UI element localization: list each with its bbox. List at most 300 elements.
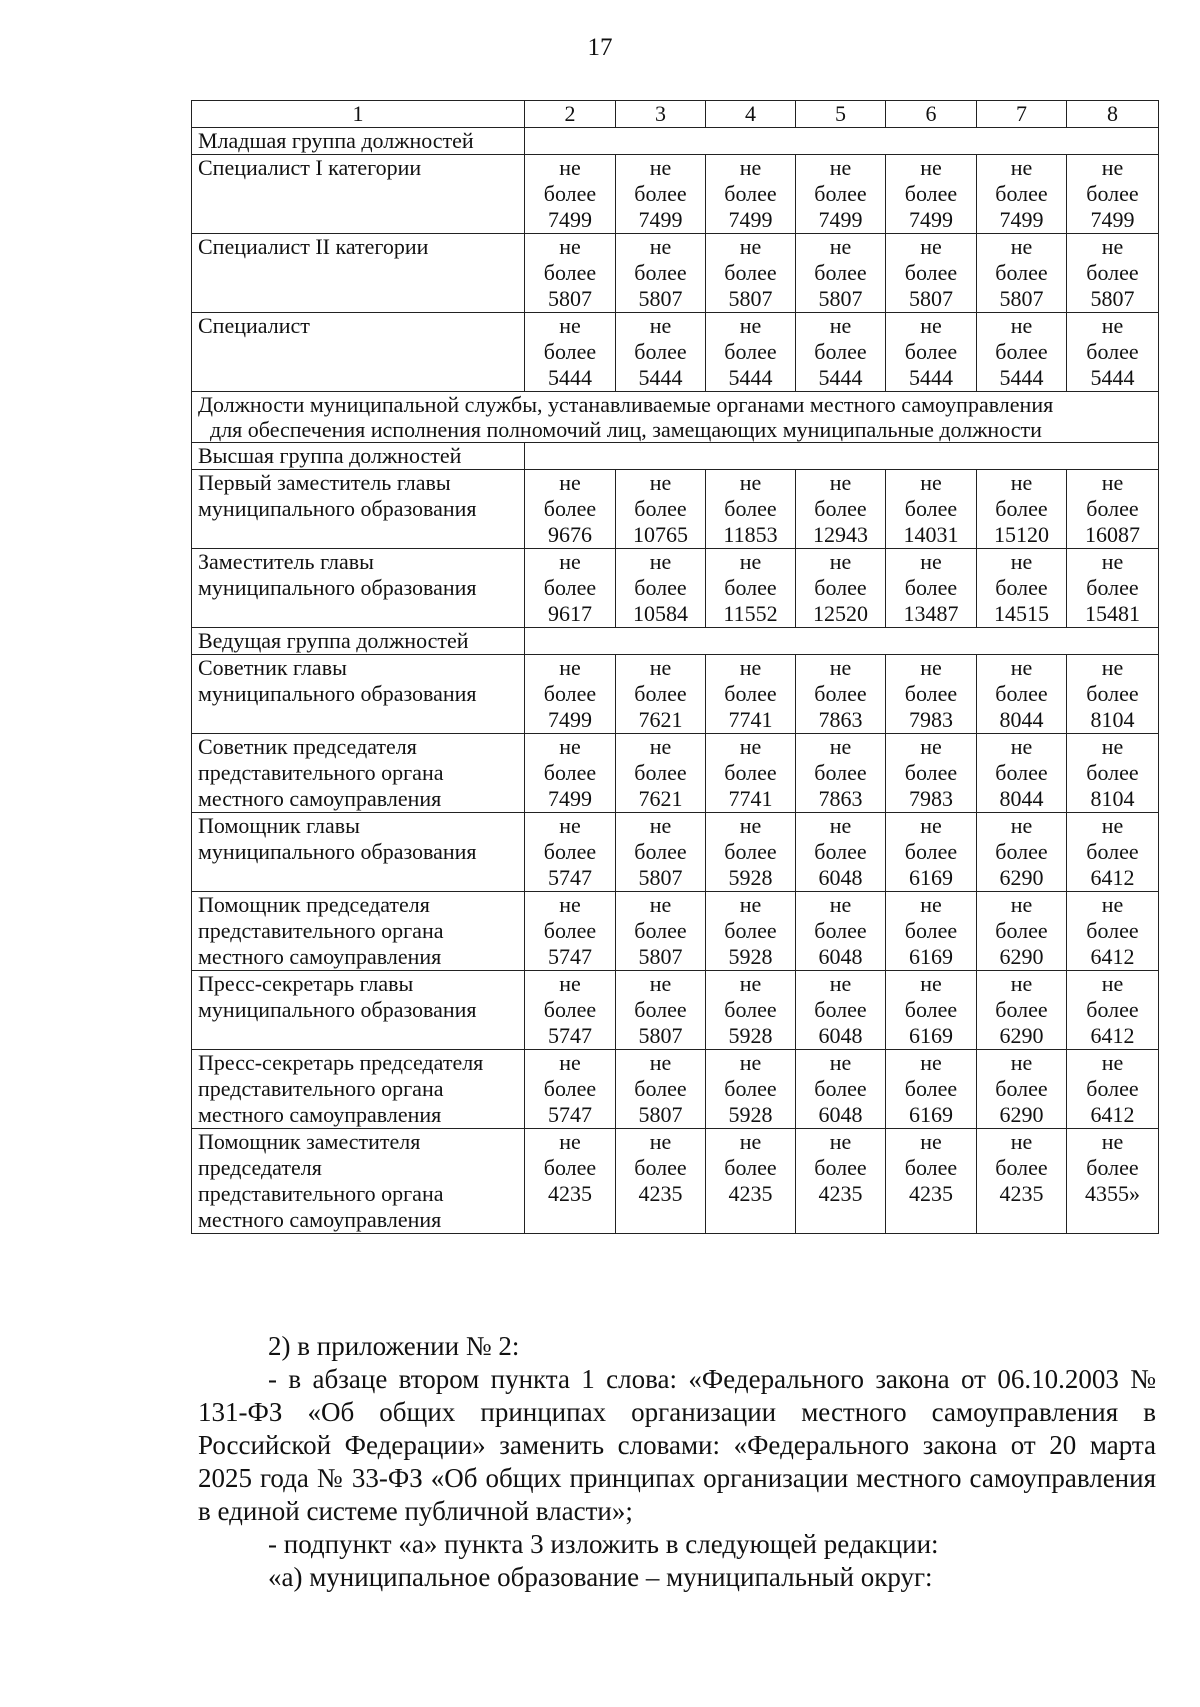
salary-amount: 5807 (548, 286, 592, 311)
salary-prefix-ne: не (739, 1050, 762, 1075)
salary-cell (706, 313, 796, 392)
salary-prefix-ne: не (649, 892, 672, 917)
position-name-line: Помощник главы (198, 813, 360, 838)
salary-amount: 4235 (728, 1181, 773, 1206)
salary-prefix-bolee: более (995, 918, 1048, 943)
salary-amount: 8044 (999, 786, 1044, 811)
salary-amount: 6048 (818, 1102, 863, 1127)
column-header: 7 (977, 101, 1067, 128)
group-header-row (192, 128, 1159, 155)
salary-amount: 4235 (999, 1181, 1044, 1206)
salary-prefix-ne: не (920, 655, 942, 680)
salary-amount: 5747 (548, 1023, 592, 1048)
salary-cell (977, 234, 1067, 313)
salary-prefix-ne: не (739, 155, 762, 180)
paragraph-municipal-formation: «а) муниципальное образование – муниципальный округ: (268, 1562, 933, 1592)
salary-prefix-bolee: более (634, 681, 687, 706)
salary-amount: 6290 (999, 865, 1044, 890)
position-row (192, 313, 1159, 392)
salary-prefix-bolee: более (814, 760, 867, 785)
salary-prefix-bolee: более (543, 260, 597, 285)
salary-amount: 7499 (999, 207, 1044, 232)
salary-prefix-bolee: более (724, 997, 777, 1022)
salary-prefix-ne: не (649, 313, 672, 338)
salary-prefix-ne: не (739, 234, 762, 259)
salary-table (191, 100, 1159, 1234)
salary-prefix-ne: не (829, 813, 852, 838)
salary-amount: 6048 (818, 944, 863, 969)
salary-prefix-bolee: более (995, 260, 1048, 285)
salary-prefix-bolee: более (634, 918, 687, 943)
salary-amount: 5807 (638, 944, 683, 969)
salary-prefix-ne: не (920, 155, 942, 180)
position-row (192, 470, 1159, 549)
salary-amount: 4235 (818, 1181, 863, 1206)
salary-amount: 6169 (909, 944, 953, 969)
salary-amount: 5807 (818, 286, 863, 311)
position-name-line: представительного органа (198, 760, 444, 785)
salary-prefix-ne: не (1010, 234, 1033, 259)
salary-cell (886, 234, 977, 313)
salary-cell (796, 813, 886, 892)
salary-amount: 5747 (548, 944, 592, 969)
salary-prefix-bolee: более (634, 839, 687, 864)
salary-prefix-ne: не (649, 655, 672, 680)
salary-cell (525, 971, 616, 1050)
salary-prefix-ne: не (649, 234, 672, 259)
salary-cell (706, 155, 796, 234)
salary-cell (706, 234, 796, 313)
salary-cell (1067, 1050, 1159, 1129)
salary-cell (706, 1050, 796, 1129)
salary-cell (886, 971, 977, 1050)
salary-cell (977, 549, 1067, 628)
salary-prefix-ne: не (739, 655, 762, 680)
salary-prefix-bolee: более (1086, 997, 1139, 1022)
salary-amount: 5747 (548, 1102, 592, 1127)
column-header: 2 (525, 101, 616, 128)
salary-prefix-bolee: более (634, 997, 687, 1022)
salary-cell (1067, 470, 1159, 549)
salary-prefix-ne: не (559, 655, 581, 680)
salary-amount: 10765 (633, 522, 688, 547)
column-header: 4 (706, 101, 796, 128)
salary-amount: 12520 (813, 601, 868, 626)
salary-cell (706, 813, 796, 892)
salary-prefix-ne: не (1101, 655, 1124, 680)
salary-prefix-bolee: более (1086, 760, 1139, 785)
salary-amount: 14031 (903, 522, 959, 547)
salary-prefix-ne: не (559, 470, 581, 495)
salary-prefix-bolee: более (904, 1155, 958, 1180)
section-label-line: Должности муниципальной службы, устанавливаемые органами местного самоуправления (198, 392, 1054, 417)
salary-amount: 5928 (728, 1023, 773, 1048)
salary-prefix-bolee: более (995, 681, 1048, 706)
salary-cell (1067, 234, 1159, 313)
salary-prefix-ne: не (649, 971, 672, 996)
salary-prefix-ne: не (920, 971, 942, 996)
salary-amount: 10584 (633, 601, 688, 626)
salary-cell (525, 313, 616, 392)
position-name-line: Первый заместитель главы (198, 470, 451, 495)
salary-prefix-ne: не (739, 971, 762, 996)
position-name-line: муниципального образования (198, 496, 477, 521)
salary-amount: 5807 (638, 286, 683, 311)
salary-cell (796, 234, 886, 313)
salary-amount: 5444 (728, 365, 773, 390)
salary-amount: 8104 (1090, 786, 1135, 811)
salary-cell (616, 1050, 706, 1129)
salary-cell (616, 470, 706, 549)
salary-prefix-bolee: более (724, 575, 777, 600)
salary-prefix-ne: не (920, 734, 942, 759)
salary-amount: 12943 (813, 522, 868, 547)
salary-amount: 7499 (909, 207, 953, 232)
salary-prefix-bolee: более (1086, 839, 1139, 864)
salary-prefix-ne: не (1010, 155, 1033, 180)
salary-prefix-ne: не (920, 1129, 942, 1154)
salary-amount: 5444 (999, 365, 1044, 390)
salary-amount: 5807 (999, 286, 1044, 311)
position-name (192, 892, 525, 971)
salary-prefix-ne: не (559, 734, 581, 759)
salary-prefix-ne: не (829, 971, 852, 996)
position-row (192, 549, 1159, 628)
salary-amount: 5747 (548, 865, 592, 890)
salary-prefix-bolee: более (1086, 1155, 1139, 1180)
position-name-line: местного самоуправления (198, 944, 442, 969)
salary-cell (525, 655, 616, 734)
amendment-text (198, 1330, 1156, 1594)
salary-cell (977, 971, 1067, 1050)
salary-amount: 5928 (728, 1102, 773, 1127)
salary-prefix-bolee: более (724, 918, 777, 943)
salary-cell (886, 313, 977, 392)
salary-prefix-bolee: более (814, 997, 867, 1022)
salary-prefix-ne: не (559, 155, 581, 180)
salary-prefix-bolee: более (904, 1076, 958, 1101)
salary-cell (977, 155, 1067, 234)
salary-prefix-bolee: более (1086, 918, 1139, 943)
salary-prefix-ne: не (1101, 892, 1124, 917)
salary-cell (886, 1050, 977, 1129)
salary-amount: 8044 (999, 707, 1044, 732)
salary-prefix-bolee: более (995, 496, 1048, 521)
salary-prefix-ne: не (829, 549, 852, 574)
salary-prefix-ne: не (829, 1050, 852, 1075)
position-row (192, 813, 1159, 892)
salary-cell (796, 1050, 886, 1129)
salary-cell (1067, 892, 1159, 971)
table-header-row (192, 101, 1159, 128)
salary-prefix-bolee: более (543, 496, 597, 521)
salary-prefix-ne: не (1101, 1050, 1124, 1075)
position-name-line: Специалист II категории (198, 234, 429, 259)
salary-cell (1067, 549, 1159, 628)
salary-cell (616, 1129, 706, 1234)
position-name-line: муниципального образования (198, 839, 477, 864)
salary-cell (706, 734, 796, 813)
salary-cell (525, 155, 616, 234)
salary-prefix-ne: не (1010, 1129, 1033, 1154)
salary-prefix-ne: не (1010, 971, 1033, 996)
salary-prefix-bolee: более (995, 997, 1048, 1022)
position-name (192, 234, 525, 313)
salary-prefix-ne: не (1010, 655, 1033, 680)
salary-prefix-bolee: более (904, 575, 958, 600)
salary-cell (616, 234, 706, 313)
salary-amount: 7499 (818, 207, 863, 232)
salary-amount: 5444 (1090, 365, 1135, 390)
salary-prefix-ne: не (829, 234, 852, 259)
salary-prefix-ne: не (1010, 549, 1033, 574)
salary-amount: 7863 (818, 786, 863, 811)
salary-prefix-bolee: более (724, 1076, 777, 1101)
salary-prefix-bolee: более (634, 339, 687, 364)
section-label-line: для обеспечения исполнения полномочий лиц, замещающих муниципальные должности (210, 417, 1042, 442)
salary-prefix-bolee: более (634, 260, 687, 285)
position-name-line: Пресс-секретарь председателя (198, 1050, 484, 1075)
salary-cell (525, 813, 616, 892)
column-header: 8 (1067, 101, 1159, 128)
salary-amount: 6290 (999, 1102, 1044, 1127)
salary-prefix-bolee: более (1086, 260, 1139, 285)
salary-prefix-ne: не (739, 549, 762, 574)
salary-prefix-bolee: более (814, 918, 867, 943)
salary-amount: 5807 (638, 865, 683, 890)
position-name-line: Заместитель главы (198, 549, 374, 574)
position-row (192, 734, 1159, 813)
salary-prefix-bolee: более (543, 839, 597, 864)
position-name-line: председателя (198, 1155, 322, 1180)
salary-prefix-bolee: более (814, 496, 867, 521)
salary-amount: 7621 (638, 786, 683, 811)
salary-amount: 4235 (909, 1181, 953, 1206)
salary-prefix-bolee: более (724, 1155, 777, 1180)
position-row (192, 655, 1159, 734)
salary-amount: 7499 (638, 207, 683, 232)
salary-prefix-bolee: более (1086, 1076, 1139, 1101)
salary-prefix-ne: не (920, 549, 942, 574)
salary-amount: 15481 (1085, 601, 1140, 626)
salary-prefix-bolee: более (634, 760, 687, 785)
salary-prefix-ne: не (1101, 313, 1124, 338)
salary-prefix-bolee: более (543, 918, 597, 943)
salary-cell (616, 734, 706, 813)
salary-cell (796, 155, 886, 234)
salary-cell (616, 892, 706, 971)
salary-amount: 5807 (638, 1102, 683, 1127)
salary-cell (886, 155, 977, 234)
salary-amount: 7621 (638, 707, 683, 732)
salary-prefix-bolee: более (814, 575, 867, 600)
position-name (192, 313, 525, 392)
column-header: 5 (796, 101, 886, 128)
salary-cell (796, 892, 886, 971)
salary-amount: 6048 (818, 865, 863, 890)
salary-cell (977, 470, 1067, 549)
salary-amount: 6412 (1090, 865, 1135, 890)
group-empty-cell (525, 443, 1159, 470)
salary-amount: 5807 (909, 286, 953, 311)
salary-cell (796, 1129, 886, 1234)
salary-amount: 5444 (818, 365, 863, 390)
salary-cell (796, 734, 886, 813)
salary-cell (886, 470, 977, 549)
salary-cell (616, 155, 706, 234)
salary-prefix-ne: не (739, 813, 762, 838)
salary-prefix-ne: не (559, 971, 581, 996)
salary-prefix-bolee: более (543, 1076, 597, 1101)
salary-amount: 5807 (1090, 286, 1135, 311)
position-name (192, 655, 525, 734)
salary-prefix-bolee: более (995, 839, 1048, 864)
salary-amount: 4355» (1085, 1181, 1140, 1206)
group-empty-cell (525, 628, 1159, 655)
group-header-row (192, 443, 1159, 470)
paragraph-appendix: 2) в приложении № 2: (268, 1331, 520, 1361)
salary-prefix-ne: не (559, 813, 581, 838)
salary-prefix-ne: не (1101, 470, 1124, 495)
salary-cell (616, 971, 706, 1050)
position-name-line: Советник главы (198, 655, 347, 680)
salary-amount: 5807 (728, 286, 773, 311)
salary-prefix-ne: не (1101, 1129, 1124, 1154)
salary-prefix-ne: не (559, 892, 581, 917)
salary-prefix-ne: не (1101, 155, 1124, 180)
salary-cell (1067, 734, 1159, 813)
position-row (192, 971, 1159, 1050)
salary-cell (977, 1129, 1067, 1234)
salary-cell (886, 1129, 977, 1234)
salary-amount: 7983 (909, 707, 953, 732)
salary-prefix-bolee: более (634, 496, 687, 521)
salary-amount: 4235 (638, 1181, 683, 1206)
salary-amount: 7499 (548, 207, 592, 232)
salary-prefix-ne: не (1010, 1050, 1033, 1075)
salary-prefix-bolee: более (1086, 575, 1139, 600)
position-name-line: Пресс-секретарь главы (198, 971, 414, 996)
salary-prefix-ne: не (1101, 549, 1124, 574)
salary-prefix-bolee: более (634, 181, 687, 206)
salary-cell (1067, 813, 1159, 892)
position-name-line: Советник председателя (198, 734, 417, 759)
salary-amount: 5928 (728, 944, 773, 969)
salary-amount: 7741 (728, 707, 773, 732)
salary-prefix-bolee: более (1086, 339, 1139, 364)
salary-cell (1067, 971, 1159, 1050)
position-name (192, 155, 525, 234)
salary-prefix-ne: не (649, 549, 672, 574)
salary-cell (886, 734, 977, 813)
salary-prefix-bolee: более (634, 575, 687, 600)
position-name-line: представительного органа (198, 918, 444, 943)
salary-prefix-bolee: более (724, 760, 777, 785)
salary-prefix-bolee: более (904, 760, 958, 785)
salary-amount: 7499 (1090, 207, 1135, 232)
salary-prefix-bolee: более (724, 839, 777, 864)
position-name-line: представительного органа (198, 1181, 444, 1206)
salary-prefix-ne: не (829, 734, 852, 759)
salary-prefix-bolee: более (814, 1155, 867, 1180)
salary-prefix-ne: не (829, 892, 852, 917)
salary-cell (616, 549, 706, 628)
section-header-row (192, 392, 1159, 443)
salary-prefix-ne: не (559, 1129, 581, 1154)
salary-prefix-ne: не (559, 313, 581, 338)
position-name-line: муниципального образования (198, 997, 477, 1022)
salary-prefix-ne: не (1101, 971, 1124, 996)
salary-cell (886, 813, 977, 892)
salary-prefix-ne: не (739, 892, 762, 917)
salary-amount: 9676 (548, 522, 592, 547)
salary-prefix-bolee: более (543, 760, 597, 785)
salary-amount: 11552 (723, 601, 778, 626)
salary-prefix-ne: не (559, 1050, 581, 1075)
column-header: 3 (616, 101, 706, 128)
salary-amount: 16087 (1085, 522, 1140, 547)
position-name (192, 1129, 525, 1234)
salary-amount: 7499 (548, 707, 592, 732)
salary-amount: 5928 (728, 865, 773, 890)
salary-cell (977, 813, 1067, 892)
salary-prefix-ne: не (920, 813, 942, 838)
salary-prefix-bolee: более (543, 997, 597, 1022)
salary-prefix-ne: не (649, 470, 672, 495)
salary-amount: 7499 (548, 786, 592, 811)
salary-cell (706, 470, 796, 549)
salary-cell (1067, 655, 1159, 734)
salary-prefix-bolee: более (904, 339, 958, 364)
position-name-line: местного самоуправления (198, 1207, 442, 1232)
salary-amount: 14515 (994, 601, 1049, 626)
salary-cell (886, 655, 977, 734)
salary-cell (977, 892, 1067, 971)
salary-prefix-bolee: более (904, 681, 958, 706)
salary-prefix-ne: не (829, 1129, 852, 1154)
salary-cell (796, 549, 886, 628)
salary-prefix-ne: не (559, 234, 581, 259)
salary-prefix-ne: не (739, 734, 762, 759)
salary-cell (1067, 1129, 1159, 1234)
position-row (192, 1129, 1159, 1234)
position-name-line: местного самоуправления (198, 1102, 442, 1127)
salary-prefix-ne: не (920, 470, 942, 495)
salary-prefix-bolee: более (814, 839, 867, 864)
group-label: Высшая группа должностей (192, 443, 525, 470)
paragraph-law-replacement: - в абзаце втором пункта 1 слова: «Федерального закона от 06.10.2003 № 131-ФЗ «Об общих принципах организации местного самоуправления в Российской Федерации» заменить словами: «Федерального закона от 20 марта 2025 года № 33-ФЗ «Об общих принципах организации местного самоуправления в единой системе публичной власти»; (198, 1364, 1156, 1526)
salary-prefix-ne: не (829, 155, 852, 180)
salary-prefix-ne: не (920, 234, 942, 259)
salary-cell (886, 892, 977, 971)
salary-prefix-bolee: более (724, 181, 777, 206)
position-name-line: Специалист I категории (198, 155, 422, 180)
salary-prefix-ne: не (1010, 470, 1033, 495)
page-number: 17 (587, 34, 613, 61)
salary-prefix-bolee: более (1086, 181, 1139, 206)
position-row (192, 155, 1159, 234)
salary-amount: 6412 (1090, 944, 1135, 969)
salary-amount: 8104 (1090, 707, 1135, 732)
salary-amount: 11853 (723, 522, 778, 547)
salary-prefix-bolee: более (1086, 681, 1139, 706)
salary-amount: 6048 (818, 1023, 863, 1048)
salary-prefix-ne: не (739, 470, 762, 495)
salary-amount: 7983 (909, 786, 953, 811)
section-label (192, 392, 1159, 443)
salary-prefix-ne: не (920, 1050, 942, 1075)
salary-prefix-bolee: более (995, 760, 1048, 785)
